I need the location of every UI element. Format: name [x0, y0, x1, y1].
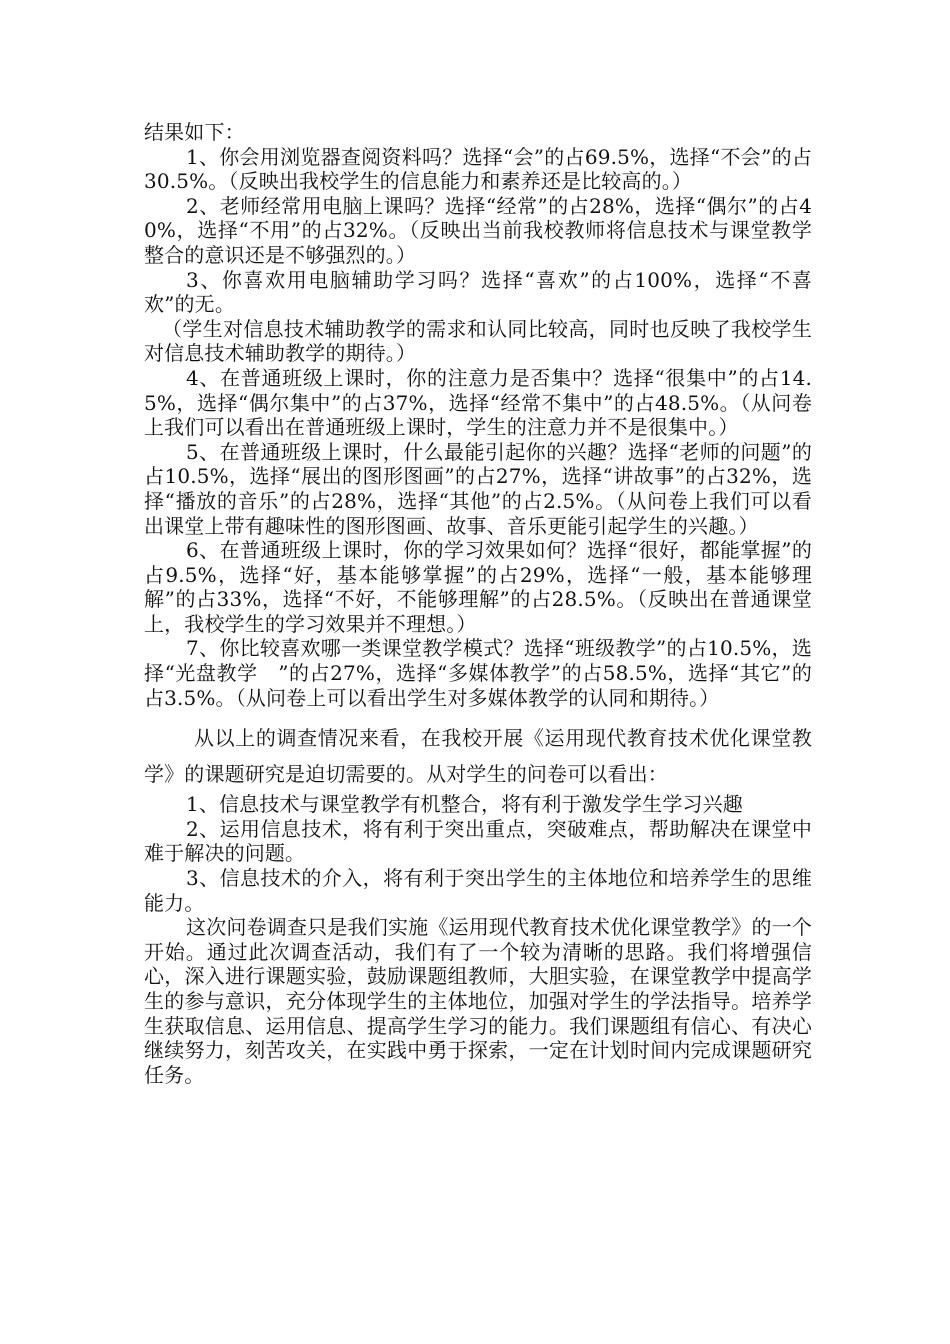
result-item-7: 7、你比较喜欢哪一类课堂教学模式？选择“班级教学”的占10.5%，选择“光盘教学 ”的占27%，选择“多媒体教学”的占58.5%，选择“其它”的占3.5%。（从问卷上可以看出学生对多媒体教学的认同和期待。） [144, 636, 812, 710]
result-note-3: （学生对信息技术辅助教学的需求和认同比较高，同时也反映了我校学生对信息技术辅助教学的期待。） [144, 316, 812, 366]
conclusion-item-3: 3、信息技术的介入，将有利于突出学生的主体地位和培养学生的思维能力。 [144, 866, 812, 915]
document-page [144, 120, 812, 1087]
result-item-2: 2、老师经常用电脑上课吗？选择“经常”的占28%，选择“偶尔”的占40%，选择“不用”的占32%。（反映出当前我校教师将信息技术与课堂教学整合的意识还是不够强烈的。） [144, 193, 812, 267]
conclusion-item-2: 2、运用信息技术，将有利于突出重点，突破难点，帮助解决在课堂中难于解决的问题。 [144, 816, 812, 866]
result-item-6: 6、在普通班级上课时，你的学习效果如何？选择“很好，都能掌握”的占9.5%，选择“好，基本能够掌握”的占29%，选择“一般，基本能够理解”的占33%，选择“不好，不能够理解”的占28.5%。（反映出在普通课堂上，我校学生的学习效果并不理想。） [144, 538, 812, 636]
conclusion-item-1: 1、信息技术与课堂教学有机整合，将有利于激发学生学习兴趣 [186, 792, 743, 817]
results-heading: 结果如下： [144, 120, 245, 144]
result-item-3: 3、你喜欢用电脑辅助学习吗？选择“喜欢”的占100%，选择“不喜欢”的无。 [144, 267, 812, 317]
result-item-5: 5、在普通班级上课时，什么最能引起你的兴趣？选择“老师的问题”的占10.5%，选择“展出的图形图画”的占27%，选择“讲故事”的占32%，选择“播放的音乐”的占28%，选择“其他”的占2.5%。（从问卷上我们可以看出课堂上带有趣味性的图形图画、故事、音乐更能引起学生的兴趣。） [144, 439, 812, 538]
closing-paragraph: 这次问卷调查只是我们实施《运用现代教育技术优化课堂教学》的一个开始。通过此次调查活动，我们有了一个较为清晰的思路。我们将增强信心，深入进行课题实验，鼓励课题组教师，大胆实验，在课堂教学中提高学生的参与意识，充分体现学生的主体地位，加强对学生的学法指导。培养学生获取信息、运用信息、提高学生学习的能力。我们课题组有信心、有决心继续努力，刻苦攻关，在实践中勇于探索，一定在计划时间内完成课题研究任务。 [144, 915, 812, 1087]
result-item-4: 4、在普通班级上课时，你的注意力是否集中？选择“很集中”的占14.5%，选择“偶尔集中”的占37%，选择“经常不集中”的占48.5%。（从问卷上我们可以看出在普通班级上课时，学生的注意力并不是很集中。） [144, 365, 812, 440]
result-item-1: 1、你会用浏览器查阅资料吗？选择“会”的占69.5%，选择“不会”的占30.5%。（反映出我校学生的信息能力和素养还是比较高的。） [144, 144, 812, 194]
summary-paragraph: 从以上的调查情况来看，在我校开展《运用现代教育技术优化课堂教学》的课题研究是迫切需要的。从对学生的问卷可以看出： [144, 726, 812, 787]
